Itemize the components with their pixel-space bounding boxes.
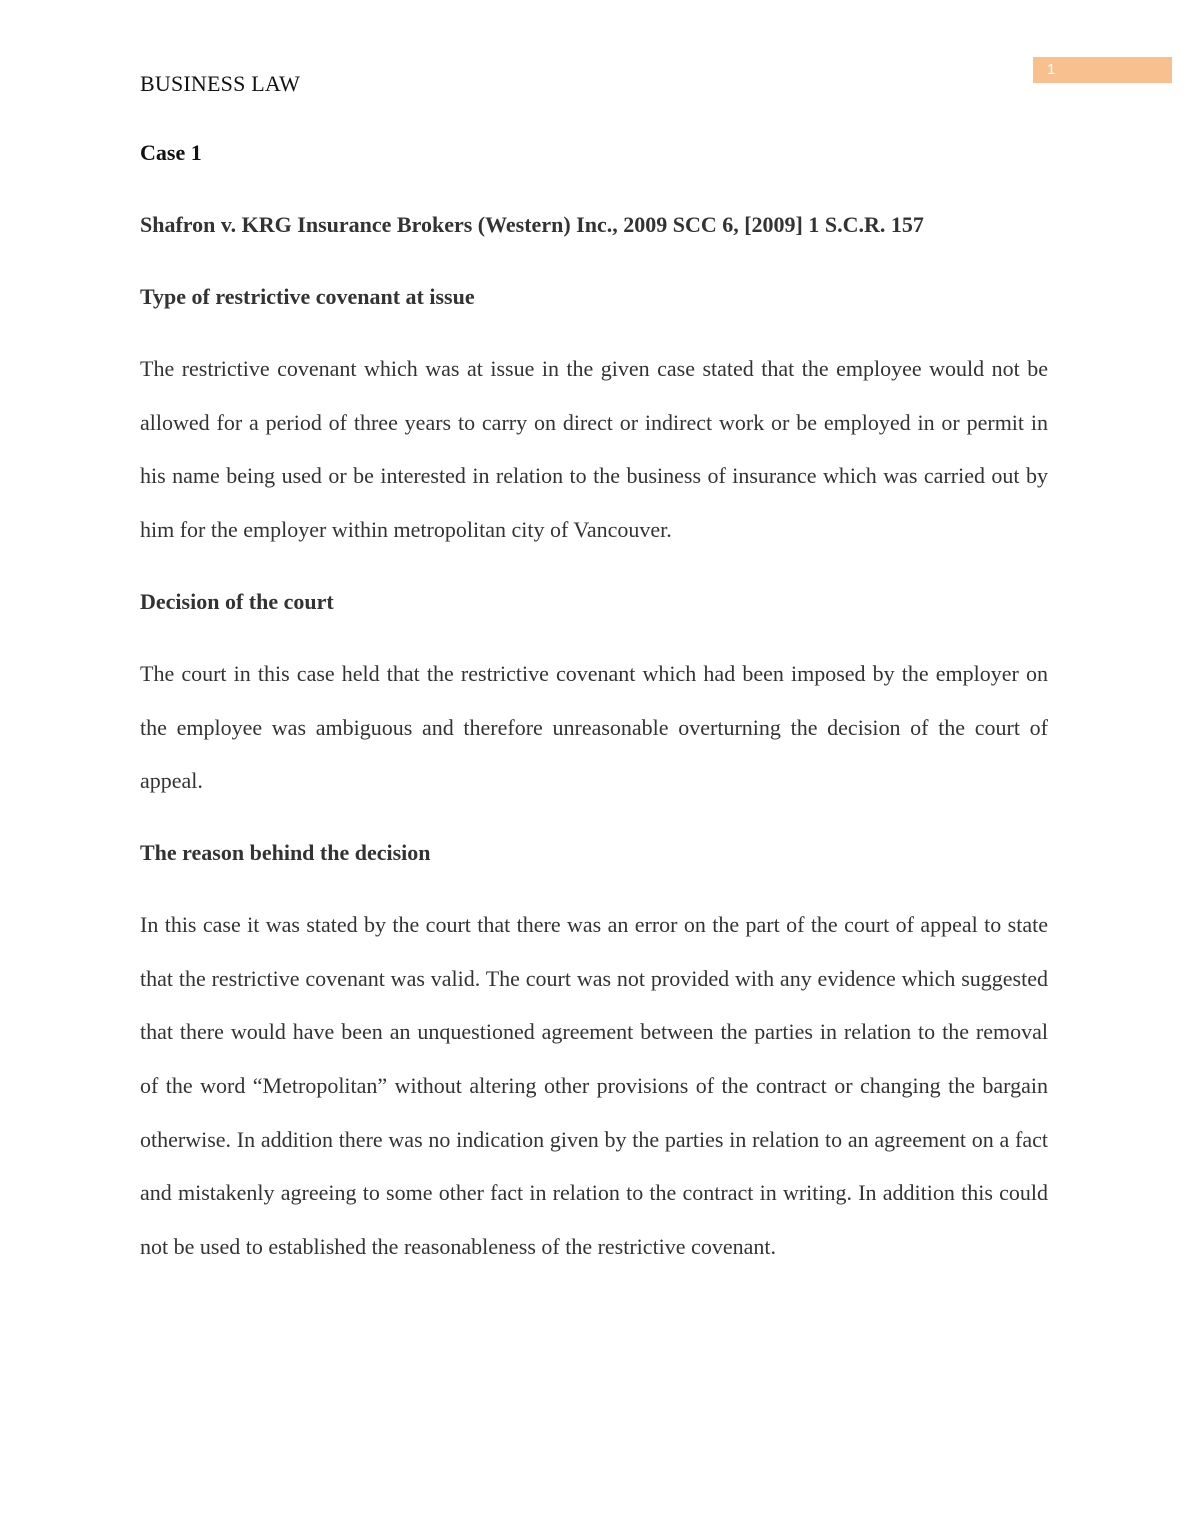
case-title: Shafron v. KRG Insurance Brokers (Western) Inc., 2009 SCC 6, [2009] 1 S.C.R. 157 xyxy=(140,212,924,237)
section-heading-type-of-covenant: Type of restrictive covenant at issue xyxy=(140,284,475,309)
document-body xyxy=(140,138,1048,1304)
case-label: Case 1 xyxy=(140,140,202,165)
section-heading-reason: The reason behind the decision xyxy=(140,839,431,865)
running-head: BUSINESS LAW xyxy=(140,71,301,96)
section-heading-decision: Decision of the court xyxy=(140,588,334,614)
section-body-decision: The court in this case held that the restrictive covenant which had been imposed by the employer on the employee was ambiguous and therefore unreasonable overturning the decision of the court of appeal. xyxy=(140,660,1048,794)
section-body-type-of-covenant: The restrictive covenant which was at issue in the given case stated that the employee would not be allowed for a period of three years to carry on direct or indirect work or be employed in or permit in his name being used or be interested in relation to the business of insurance which was carried out by him for the employer within metropolitan city of Vancouver. xyxy=(140,356,1048,543)
page-number: 1 xyxy=(1033,57,1172,83)
section-body-reason: In this case it was stated by the court that there was an error on the part of the court of appeal to state that the restrictive covenant was valid. The court was not provided with any evidence which suggested that there would have been an unquestioned agreement between the parties in relation to the removal of the word “Metropolitan” without altering other provisions of the contract or changing the bargain otherwise. In addition there was no indication given by the parties in relation to an agreement on a fact and mistakenly agreeing to some other fact in relation to the contract in writing. In addition this could not be used to established the reasonableness of the restrictive covenant. xyxy=(140,911,1048,1260)
